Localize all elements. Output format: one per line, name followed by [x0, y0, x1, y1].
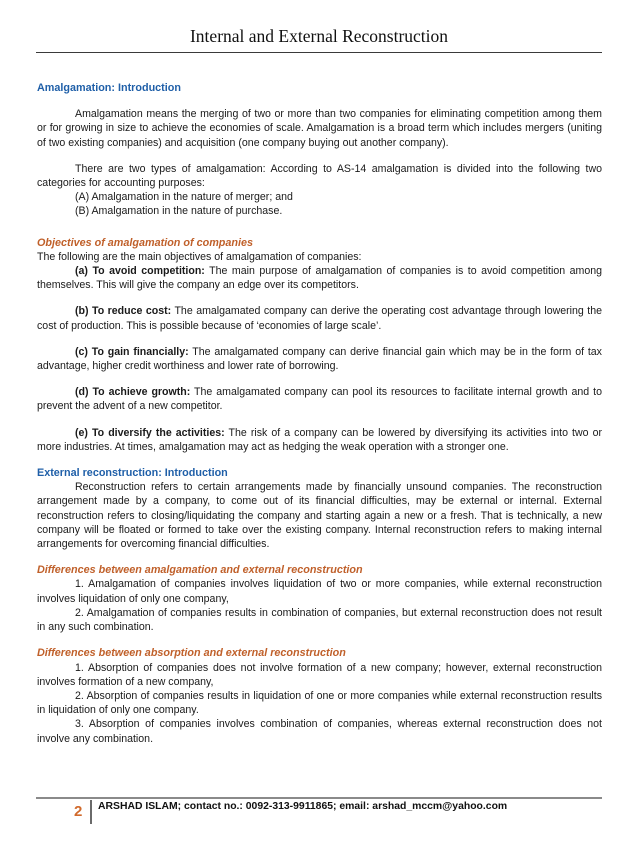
paragraph-amalgamation-types: There are two types of amalgamation: According to AS-14 amalgamation is divided into the following two categories for accounting purposes: — [37, 162, 602, 190]
objective-item-d — [37, 385, 602, 413]
heading-diff-absorption: Differences between absorption and external reconstruction — [37, 647, 346, 660]
page-header-title: Internal and External Reconstruction — [189, 26, 449, 46]
objective-label: (a) To avoid competition: — [75, 265, 205, 278]
footer-divider — [36, 797, 602, 799]
document-body — [37, 81, 602, 746]
diff-absorption-item-2: 2. Absorption of companies results in liquidation of one or more companies while external reconstruction results in liquidation of only one company. — [37, 689, 602, 717]
objective-item-a — [37, 264, 602, 292]
heading-objectives: Objectives of amalgamation of companies — [37, 236, 253, 249]
diff-absorption-item-3: 3. Absorption of companies involves combination of companies, whereas external reconstruction does not involve any combination. — [37, 718, 602, 745]
objective-label: (d) To achieve growth: — [75, 386, 191, 399]
footer-separator — [90, 800, 92, 824]
heading-amalgamation-intro: Amalgamation: Introduction — [37, 82, 181, 94]
list-item-type-a: (A) Amalgamation in the nature of merger; and — [75, 191, 293, 204]
objective-item-c — [37, 345, 602, 373]
objective-text: The amalgamated company can derive the operating cost advantage through lowering the cost of production. This is possible because of ‘economies of large scale’. — [37, 305, 602, 332]
objective-label: (e) To diversify the activities: — [75, 426, 225, 439]
heading-diff-amalgamation: Differences between amalgamation and external reconstruction — [37, 564, 363, 577]
diff-absorption-item-1: 1. Absorption of companies does not involve formation of a new company; however, external reconstruction involves formation of a new company, — [37, 661, 602, 688]
diff-amalgamation-item-2: 2. Amalgamation of companies results in combination of companies, but external reconstruction does not result in any such combination. — [37, 606, 602, 634]
paragraph-objectives-intro: The following are the main objectives of amalgamation of companies: — [37, 250, 362, 263]
objective-item-b — [37, 304, 602, 332]
header-divider — [36, 52, 602, 53]
objective-label: (c) To gain financially: — [75, 345, 189, 358]
footer-contact: ARSHAD ISLAM; contact no.: 0092-313-9911865; email: arshad_mccm@yahoo.com — [98, 801, 508, 812]
paragraph-external-reconstruction: Reconstruction refers to certain arrangements made by financially unsound companies. The reconstruction arrangement made by a company, to come out of its financial difficulties, may be external or internal. External reconstruction refers to closing/liquidating the company and starting again a new or a fresh. That is technically, a new company will be floated or formed to take over the existing company. Internal reconstruction refers to making internal arrangements for overcoming financial difficulties. — [37, 481, 602, 551]
objective-text: The amalgamated company can pool its resources to facilitate internal growth and to prevent the advent of a new competitor. — [37, 386, 603, 413]
objective-text: The amalgamated company can derive financial gain which may be in the form of tax advantage, higher credit worthiness and lower rate of borrowing. — [37, 345, 602, 373]
objective-label: (b) To reduce cost: — [75, 305, 172, 318]
paragraph-amalgamation-definition: Amalgamation means the merging of two or more than two companies for eliminating competition among them or for growing in size to achieve the economies of scale. Amalgamation is a broad term which includes mergers (uniting of two existing companies) and acquisition (one company buying out another company). — [37, 108, 602, 149]
page-number: 2 — [74, 803, 83, 820]
diff-amalgamation-item-1: 1. Amalgamation of companies involves liquidation of two or more companies, while external reconstruction involves liquidation of only one company, — [37, 578, 602, 605]
objective-item-e — [37, 426, 602, 454]
heading-external-reconstruction: External reconstruction: Introduction — [37, 467, 228, 480]
list-item-type-b: (B) Amalgamation in the nature of purchase. — [75, 205, 283, 218]
objective-text: The risk of a company can be lowered by diversifying its activities into two or more industries. At times, amalgamation may act as hedging the weak operation with a stronger one. — [37, 426, 603, 453]
objective-text: The main purpose of amalgamation of companies is to avoid competition among themselves. This will give the company an edge over its competitors. — [37, 265, 602, 292]
